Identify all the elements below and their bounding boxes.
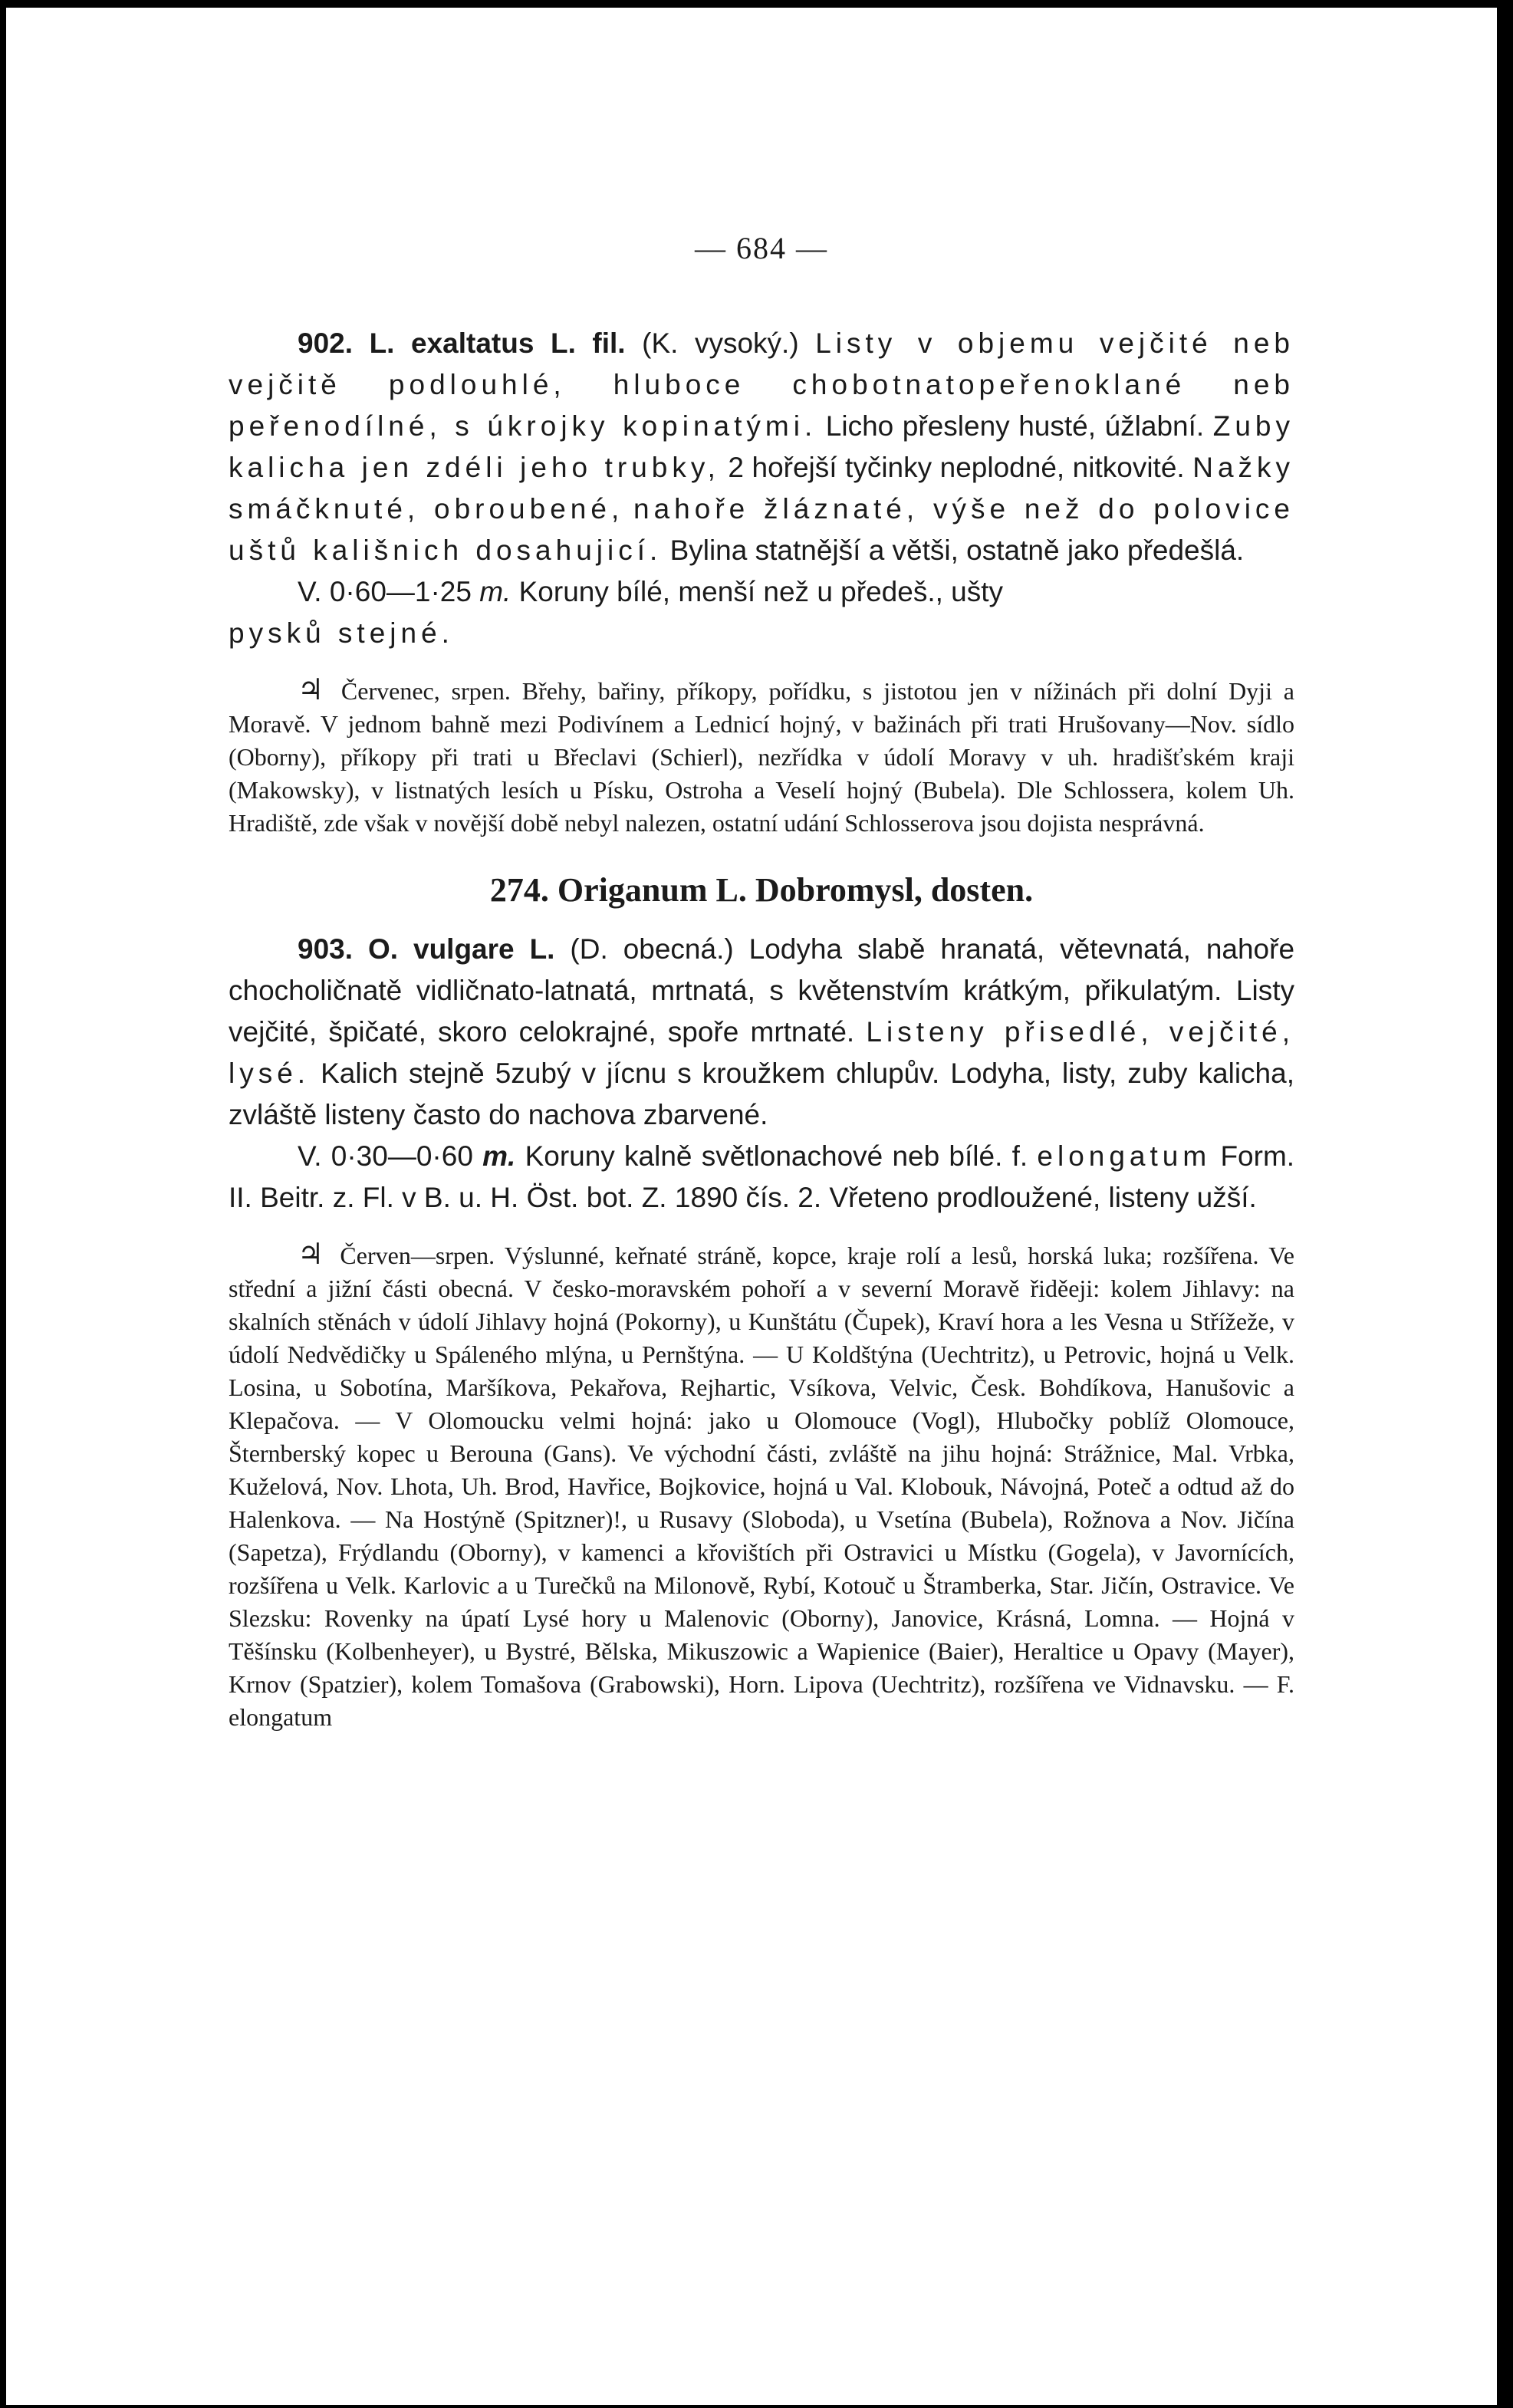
entry-902-desc-2: Licho přesleny husté, úžlabní. xyxy=(825,410,1205,442)
entry-902-desc-1: Listy v objemu vejčité neb vejčitě podlouhlé, hluboce chobotnatopeřenoklané neb peřenodílné, s úkrojky kopinatými. xyxy=(229,327,1294,442)
entry-903-size xyxy=(229,1136,1294,1219)
entry-902-common-name: (K. vysoký.) xyxy=(642,327,799,359)
entry-903-number: 903. xyxy=(298,933,354,965)
entry-902-name: L. exaltatus L. fil. xyxy=(369,327,626,359)
entry-903-size-label: V. 0·30—0·60 xyxy=(298,1140,473,1172)
book-page xyxy=(6,8,1497,2405)
page-number: — 684 — xyxy=(695,231,828,265)
entry-903-habitat xyxy=(229,1239,1294,1734)
entry-902-desc-5: Nažky smáčknuté, obroubené, xyxy=(229,452,1295,525)
entry-903-form-prefix: f. xyxy=(1011,1140,1028,1172)
entry-902-desc-6: nahoře žláznaté, výše než do polovice uštů kališnich dosahujicí. xyxy=(229,493,1294,566)
entry-902-size-label: V. 0·60—1·25 xyxy=(298,576,472,607)
perennial-symbol: ♃ xyxy=(298,674,324,706)
entry-902-desc-4: 2 hořejší tyčinky neplodné, nitkovité. xyxy=(728,452,1185,483)
entry-903-common-name: (D. obecná.) xyxy=(570,933,734,965)
entry-903-form-text: Form. II. Beitr. z. Fl. v B. u. H. Öst. bot. Z. 1890 čís. 2. Vřeteno prodloužené, listeny užší. xyxy=(229,1140,1295,1213)
entry-903-size-text: Koruny kalně světlonachové neb bílé. xyxy=(525,1140,1003,1172)
entry-902-habitat-text: Červenec, srpen. Břehy, bařiny, příkopy, pořídku, s jistotou jen v nížinách při dolní Dyji a Moravě. V jednom bahně mezi Podivínem a Lednicí hojný, v bažinách při trati Hrušovany—Nov. sídlo (Oborny), příkopy při trati u Břeclavi (Schierl), nezřídka v údolí Moravy v uh. hradišťském kraji (Makowsky), v listnatých lesích u Písku, Ostroha a Veselí hojný (Bubela). Dle Schlossera, kolem Uh. Hradiště, zde však v novější době nebyl nalezen, ostatní udání Schlosserova jsou dojista nesprávná. xyxy=(229,677,1295,837)
entry-902-desc-7: Bylina statnější a větši, ostatně jako předešlá. xyxy=(669,535,1245,566)
entry-902-habitat xyxy=(229,674,1294,840)
entry-903-desc-1: Lodyha slabě hranatá, větevnatá, nahoře chocholičnatě vidličnato-latnatá, mrtnatá, s květenstvím krátkým, přikulatým. Listy vejčité, špičaté, skoro celokrajné, spoře mrtnaté. xyxy=(229,933,1295,1048)
entry-903-desc-3: Kalich stejně 5zubý v jícnu s kroužkem chlupův. Lodyha, listy, zuby kalicha, zvláště listeny často do nachova zbarvené. xyxy=(229,1058,1294,1130)
entry-902-size-text: Koruny bílé, menší než u předeš., uštу xyxy=(518,576,1004,607)
entry-903-size-unit: m. xyxy=(482,1140,516,1172)
entry-903-desc-2: Listeny přisedlé, vejčité, lysé. xyxy=(229,1016,1294,1089)
entry-902-description xyxy=(229,323,1294,571)
perennial-symbol: ♃ xyxy=(298,1239,324,1271)
entry-902-size-text-2: pysků stejné. xyxy=(229,617,454,649)
text-column xyxy=(229,230,1294,1734)
entry-903-name: O. vulgare L. xyxy=(367,933,555,965)
section-heading-origanum: 274. Origanum L. Dobromysl, dosten. xyxy=(489,871,1034,909)
entry-902-desc-3: Zuby kalicha jen zdéli jeho trubky, xyxy=(229,410,1294,483)
entry-902-size-unit: m. xyxy=(479,576,511,607)
entry-903-description xyxy=(229,929,1294,1136)
entry-902-size xyxy=(229,571,1294,654)
entry-902-number: 902. xyxy=(298,327,354,359)
entry-903-form-name: elongatum xyxy=(1037,1140,1212,1172)
entry-903-habitat-text: Červen—srpen. Výslunné, keřnaté stráně, kopce, kraje rolí a lesů, horská luka; rozšířena. Ve střední a jižní části obecná. V česko-moravském pohoří a v severní Moravě řiděeji: kolem Jihlavy: na skalních stěnách v údolí Jihlavy hojná (Pokorny), u Kunštátu (Čupek), Kraví hora a les Vesna u Střížeže, v údolí Nedvědičky u Spáleného mlýna, u Pernštýna. — U Koldštýna (Uechtritz), u Petrovic, hojná u Velk. Losina, u Sobotína, Maršíkova, Pekařova, Rejhartic, Vsíkova, Velvic, Česk. Bohdíkova, Hanušovic a Klepačova. — V Olomoucku velmi hojná: jako u Olomouce (Vogl), Hlubočky poblíž Olomouce, Šternberský kopec u Berouna (Gans). Ve východní části, zvláště na jihu hojná: Strážnice, Mal. Vrbka, Kuželová, Nov. Lhota, Uh. Brod, Havřice, Bojkovice, hojná u Val. Klobouk, Návojná, Poteč a odtud až do Halenkova. — Na Hostýně (Spitzner)!, u Rusavy (Sloboda), u Vsetína (Bubela), Rožnova a Nov. Jičína (Sapetza), Frýdlandu (Oborny), v kamenci a křovištích při Ostravici u Místku (Gogela), v Javornících, rozšířena u Velk. Karlovic a u Turečků na Milonově, Rybí, Kotouč u Štramberka, Star. Jičín, Ostravice. Ve Slezsku: Rovenky na úpatí Lysé hory u Malenovic (Oborny), Janovice, Krásná, Lomna. — Hojná v Těšínsku (Kolbenheyer), u Bystré, Bělska, Mikuszowic a Wapienice (Baier), Heraltice u Opavy (Mayer), Krnov (Spatzier), kolem Tomašova (Grabowski), Horn. Lipova (Uechtritz), rozšířena ve Vidnavsku. — F. elongatum xyxy=(229,1242,1294,1731)
